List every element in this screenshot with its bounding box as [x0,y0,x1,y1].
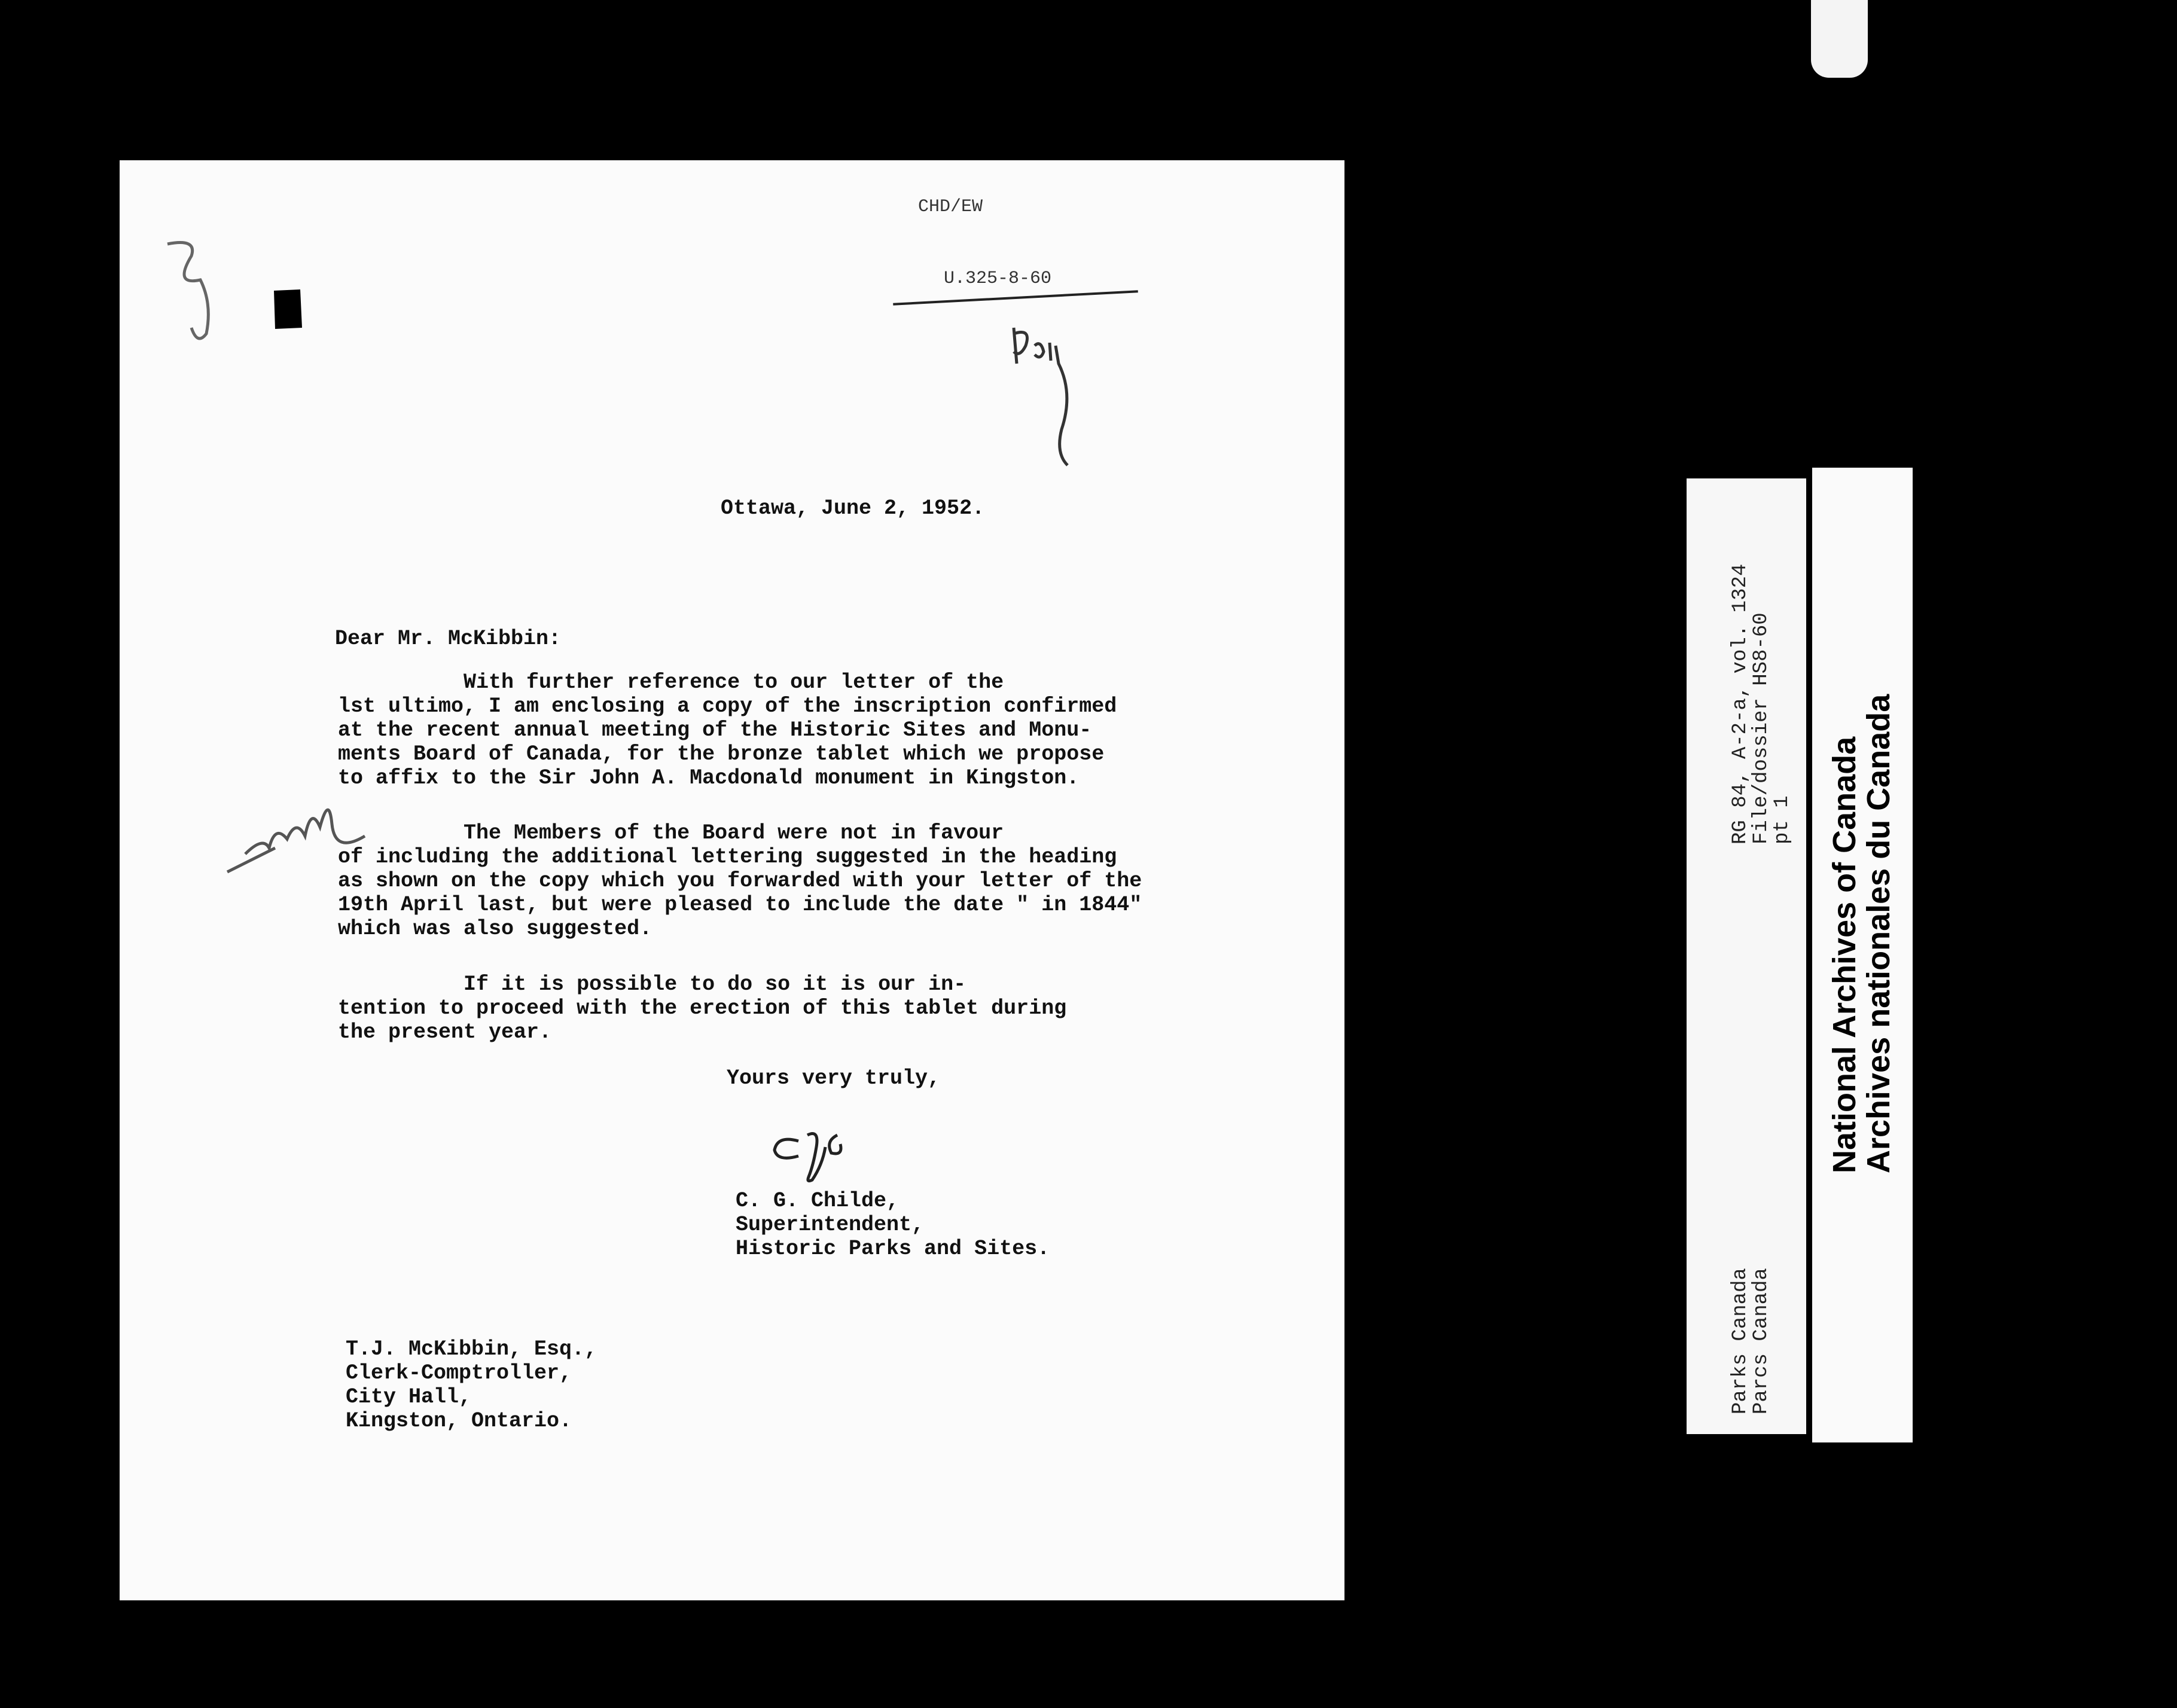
archive-reference-line: File/dossier HS8-60 [1750,612,1773,844]
handwritten-signature [766,1123,885,1189]
paragraph-1-line: at the recent annual meeting of the Historic Sites and Monu- [338,718,1092,742]
recipient-title: Clerk-Comptroller, [346,1361,572,1385]
signature-title: Superintendent, [736,1213,925,1237]
salutation: Dear Mr. McKibbin: [335,627,562,651]
file-number: U.325-8-60 [944,269,1052,289]
institution-name-fr: Archives nationales du Canada [1861,694,1897,1173]
agency-name: Parcs Canada [1750,1268,1773,1414]
institution-name-en: National Archives of Canada [1827,736,1862,1173]
typist-initials: CHD/EW [918,197,983,217]
top-tab [1811,0,1868,78]
paragraph-1-line: With further reference to our letter of the [338,670,1004,694]
paragraph-1-line: ments Board of Canada, for the bronze tablet which we propose [338,742,1105,766]
archive-reference-line: RG 84, A-2-a, vol. 1324 [1729,563,1752,844]
paragraph-2-line: The Members of the Board were not in favour [338,821,1004,845]
paragraph-1-line: lst ultimo, I am enclosing a copy of the inscription confirmed [338,694,1117,718]
handwritten-mark-left [156,232,227,352]
signature-department: Historic Parks and Sites. [736,1237,1050,1261]
recipient-address-line: City Hall, [346,1385,472,1409]
paragraph-1-line: to affix to the Sir John A. Macdonald monument in Kingston. [338,766,1080,790]
handwritten-initials-top [1008,310,1115,477]
signature-name: C. G. Childe, [736,1189,900,1213]
paragraph-3-line: the present year. [338,1020,552,1044]
paragraph-2-line: which was also suggested. [338,917,653,941]
recipient-name: T.J. McKibbin, Esq., [346,1337,597,1361]
paragraph-2-line: of including the additional lettering suggested in the heading [338,845,1117,869]
file-number-underline [893,290,1138,305]
archive-institution-strip [1812,468,1913,1442]
paragraph-2-line: as shown on the copy which you forwarded with your letter of the [338,869,1142,893]
archive-reference-strip [1687,478,1806,1434]
paragraph-2-line: 19th April last, but were pleased to include the date " in 1844" [338,893,1142,917]
recipient-address-line: Kingston, Ontario. [346,1409,572,1433]
dateline: Ottawa, June 2, 1952. [721,496,985,520]
paragraph-3-line: tention to proceed with the erection of this tablet during [338,996,1067,1020]
closing: Yours very truly, [727,1066,941,1090]
letter-page [120,160,1344,1600]
archive-reference-line: pt 1 [1771,795,1794,844]
paragraph-3-line: If it is possible to do so it is our in- [338,972,966,996]
ink-blot [269,286,305,334]
agency-name: Parks Canada [1729,1268,1752,1414]
